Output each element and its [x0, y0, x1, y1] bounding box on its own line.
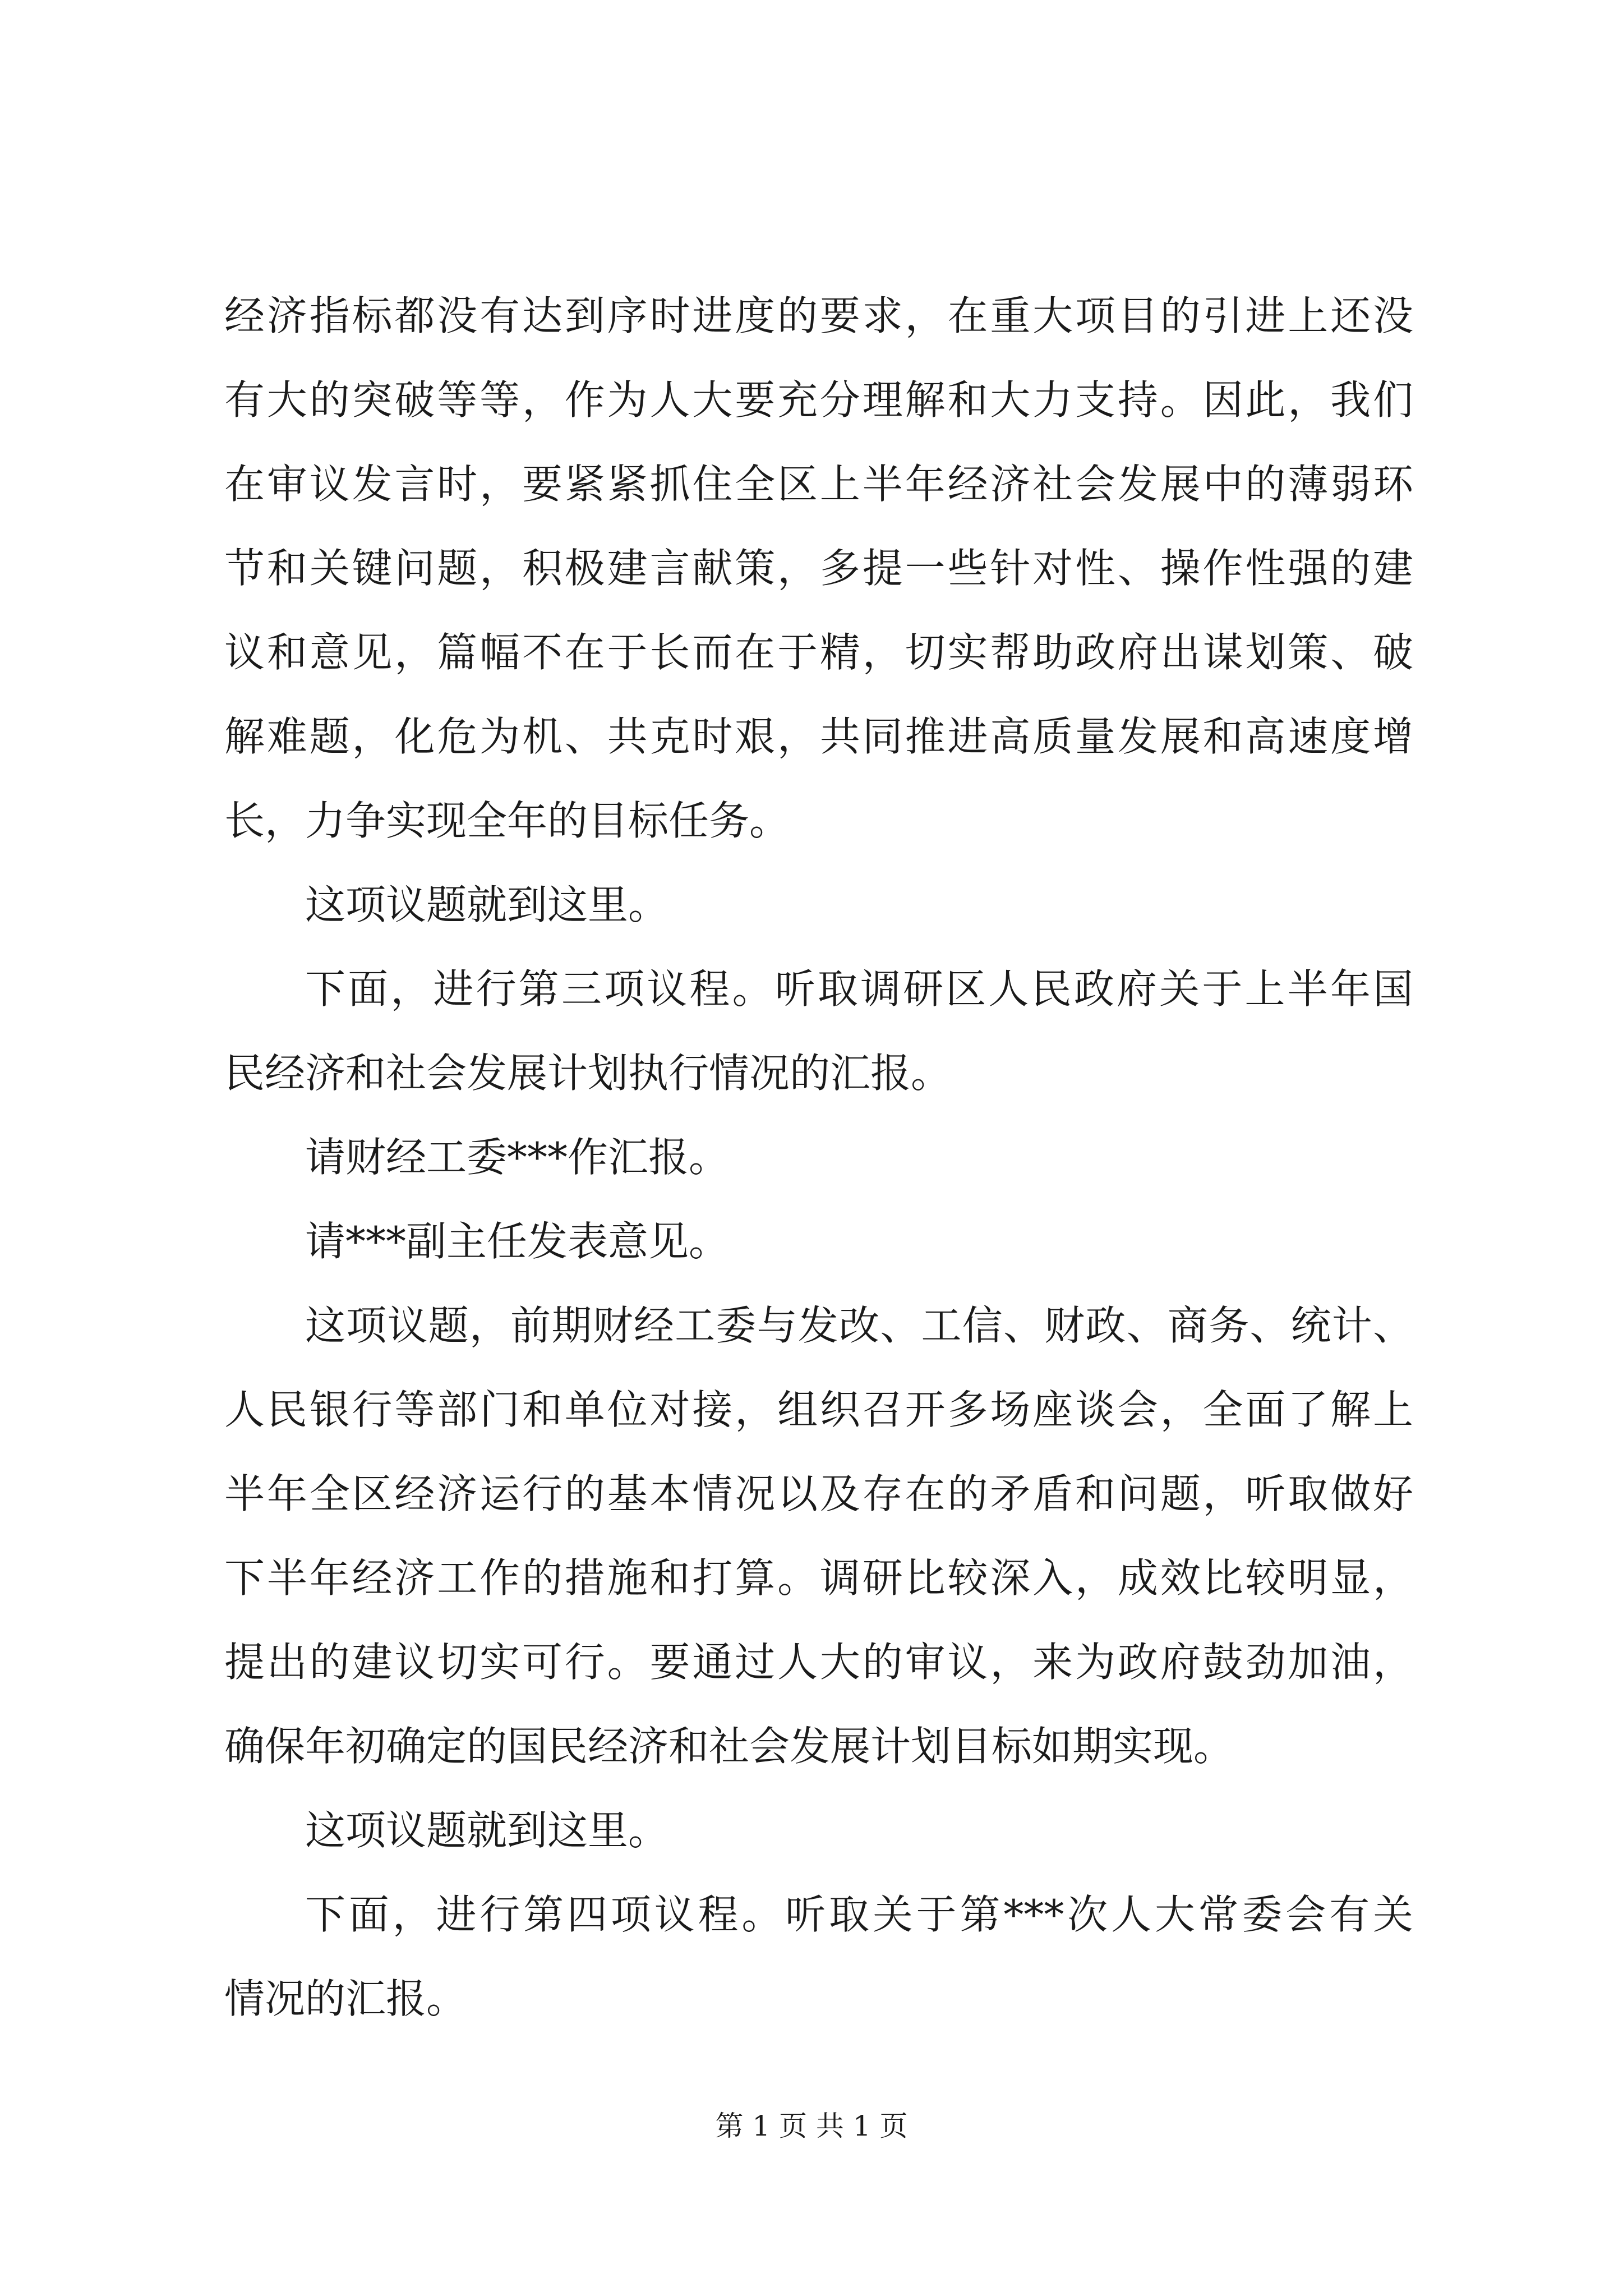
text-line: 民经济和社会发展计划执行情况的汇报。 — [224, 1050, 952, 1097]
text-line: 这项议题，前期财经工委与发改、工信、财政、商务、统计、 — [305, 1302, 1413, 1349]
text-line: 下半年经济工作的措施和打算。调研比较深入，成效比较明显， — [224, 1554, 1413, 1602]
text-line: 这项议题就到这里。 — [305, 881, 669, 928]
text-line: 节和关键问题，积极建言献策，多提一些针对性、操作性强的建 — [224, 545, 1413, 592]
text-line: 人民银行等部门和单位对接，组织召开多场座谈会，全面了解上 — [224, 1386, 1413, 1433]
text-line: 下面，进行第四项议程。听取关于第***次人大常委会有关 — [305, 1891, 1413, 1938]
page-footer — [0, 2106, 1623, 2146]
text-line: 有大的突破等等，作为人大要充分理解和大力支持。因此，我们 — [224, 376, 1413, 424]
text-line: 议和意见，篇幅不在于长而在于精，切实帮助政府出谋划策、破 — [224, 629, 1413, 676]
text-line: 长，力争实现全年的目标任务。 — [224, 797, 790, 844]
text-line: 确保年初确定的国民经济和社会发展计划目标如期实现。 — [224, 1723, 1234, 1770]
text-line: 在审议发言时，要紧紧抓住全区上半年经济社会发展中的薄弱环 — [224, 461, 1413, 508]
page-number-label: 第 1 页 共 1 页 — [715, 2110, 908, 2142]
text-line: 请财经工委***作汇报。 — [305, 1134, 730, 1181]
text-line: 请***副主任发表意见。 — [305, 1218, 730, 1265]
text-line: 下面，进行第三项议程。听取调研区人民政府关于上半年国 — [305, 965, 1413, 1013]
text-line: 经济指标都没有达到序时进度的要求，在重大项目的引进上还没 — [224, 292, 1413, 339]
text-line: 解难题，化危为机、共克时艰，共同推进高质量发展和高速度增 — [224, 713, 1413, 760]
text-line: 半年全区经济运行的基本情况以及存在的矛盾和问题，听取做好 — [224, 1470, 1413, 1517]
text-line: 这项议题就到这里。 — [305, 1807, 669, 1854]
document-body — [224, 274, 1413, 2041]
text-line: 情况的汇报。 — [224, 1975, 467, 2022]
text-line: 提出的建议切实可行。要通过人大的审议，来为政府鼓劲加油， — [224, 1639, 1413, 1686]
